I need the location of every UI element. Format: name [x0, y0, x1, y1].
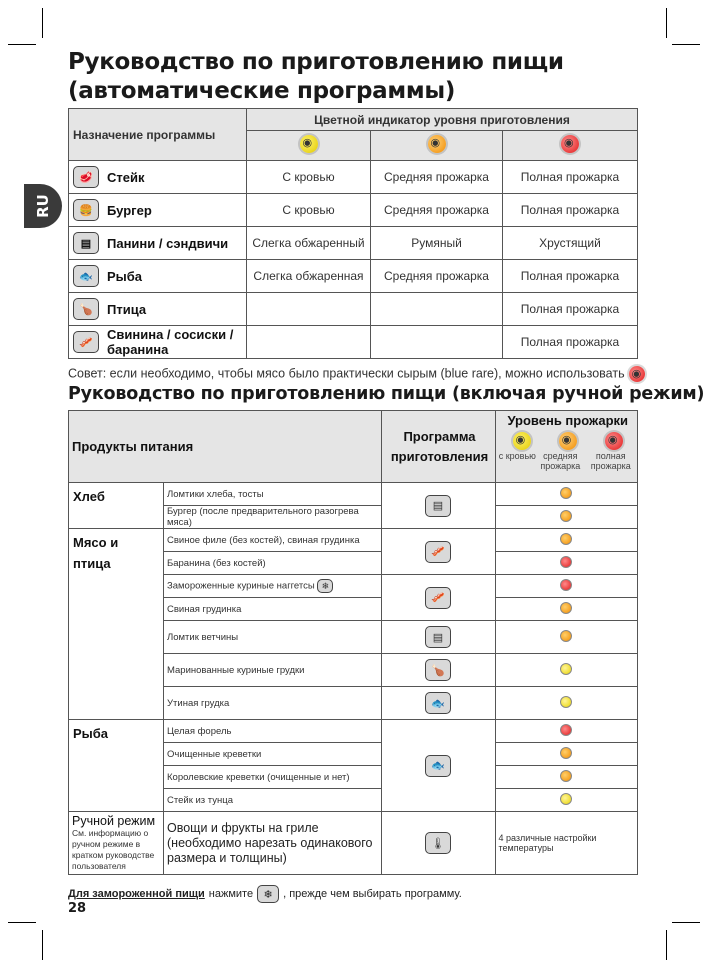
- food-item: Королевские креветки (очищенные и нет): [167, 771, 350, 783]
- medium-cell: Средняя прожарка: [371, 161, 503, 194]
- manual-guide-table: [68, 410, 638, 875]
- full-cell: Полная прожарка: [503, 194, 638, 227]
- pork-icon: 🥓: [425, 541, 451, 563]
- doneness-dot: [560, 793, 572, 805]
- medium-cell: Румяный: [371, 227, 503, 260]
- food-row: [69, 483, 638, 506]
- medium-cell: [371, 326, 503, 359]
- doneness-dot: [560, 556, 572, 568]
- thermometer-icon: 🌡: [425, 832, 451, 854]
- red-lamp-icon: [605, 432, 623, 450]
- full-cell: Хрустящий: [503, 227, 638, 260]
- food-item: Баранина (без костей): [167, 557, 266, 569]
- fish-icon: 🐟: [425, 755, 451, 777]
- rare-cell: Слегка обжаренная: [247, 260, 371, 293]
- level-col-header: Уровень прожарки ◉ ◉ ◉ с кровью средняя прожарка полная прожарка: [495, 411, 638, 483]
- rare-cell: [247, 326, 371, 359]
- footer-note: Для замороженной пищи нажмите ❄ , прежде чем выбирать программу.: [68, 885, 462, 903]
- program-row: [69, 326, 638, 359]
- food-item: Бургер (после предварительного разогрева мяса): [167, 506, 359, 528]
- food-item: Свиное филе (без костей), свиная грудинка: [167, 534, 360, 546]
- panini-icon: ▤: [425, 626, 451, 648]
- language-tab: RU: [24, 184, 62, 228]
- medium-cell: Средняя прожарка: [371, 260, 503, 293]
- manual-row: Ручной режим См. информацию о ручном режиме в кратком руководстве пользователя Овощи и фрукты на гриле (необходимо нарезать одинакового размера и толщины) 🌡 4 различные настройки температуры: [69, 812, 638, 875]
- food-item: Очищенные креветки: [167, 748, 262, 760]
- program-row: [69, 227, 638, 260]
- program-row: [69, 194, 638, 227]
- snowflake-icon: ❄: [317, 579, 333, 593]
- page-number: 28: [68, 901, 87, 916]
- program-name: Птица: [107, 301, 147, 317]
- red-lamp-icon: [561, 135, 579, 153]
- orange-lamp-icon: [428, 135, 446, 153]
- steak-icon: 🥩: [73, 166, 99, 188]
- program-row: [69, 293, 638, 326]
- doneness-dot: [560, 770, 572, 782]
- food-item: Замороженные куриные наггетсы: [167, 580, 315, 592]
- yellow-lamp-icon: [513, 432, 531, 450]
- pork-icon: 🥓: [73, 331, 99, 353]
- program-name: Свинина / сосиски / баранина: [107, 327, 234, 357]
- tip-note: Совет: если необходимо, чтобы мясо было практически сырым (blue rare), можно использовать◉: [68, 366, 645, 382]
- doneness-dot: [560, 579, 572, 591]
- doneness-dot: [560, 533, 572, 545]
- rare-cell: [247, 293, 371, 326]
- orange-lamp-icon: [559, 432, 577, 450]
- rare-cell: С кровью: [247, 194, 371, 227]
- indicator-header: Цветной индикатор уровня приготовления: [247, 109, 638, 131]
- food-item: Ломтики хлеба, тосты: [167, 488, 264, 500]
- doneness-dot: [560, 663, 572, 675]
- panini-icon: ▤: [425, 495, 451, 517]
- burger-icon: 🍔: [73, 199, 99, 221]
- doneness-dot: [560, 630, 572, 642]
- food-category: Хлеб: [69, 483, 164, 529]
- panini-icon: ▤: [73, 232, 99, 254]
- pork-icon: 🥓: [425, 587, 451, 609]
- food-category: Рыба: [69, 720, 164, 812]
- products-header: Продукты питания: [69, 411, 382, 483]
- manual-item: Овощи и фрукты на гриле (необходимо нарезать одинакового размера и толщины): [164, 812, 382, 875]
- program-col-header: Программа приготовления: [381, 411, 495, 483]
- program-name: Панини / сэндвичи: [107, 235, 229, 251]
- doneness-dot: [560, 696, 572, 708]
- medium-cell: Средняя прожарка: [371, 194, 503, 227]
- food-item: Маринованные куриные грудки: [167, 664, 305, 676]
- food-item: Ломтик ветчины: [167, 631, 239, 643]
- fish-icon: 🐟: [73, 265, 99, 287]
- fish-icon: 🐟: [425, 692, 451, 714]
- blue-rare-lamp-icon: [629, 366, 645, 382]
- snowflake-button-icon: ❄: [257, 885, 279, 903]
- doneness-dot: [560, 487, 572, 499]
- poultry-icon: 🍗: [425, 659, 451, 681]
- food-row: [69, 529, 638, 552]
- food-item: Утиная грудка: [167, 697, 230, 709]
- program-name: Стейк: [107, 169, 145, 185]
- full-cell: Полная прожарка: [503, 293, 638, 326]
- yellow-lamp-icon: [300, 135, 318, 153]
- program-header: Назначение программы: [69, 109, 247, 161]
- full-cell: Полная прожарка: [503, 161, 638, 194]
- full-cell: Полная прожарка: [503, 326, 638, 359]
- manual-setting: 4 различные настройки температуры: [495, 812, 638, 875]
- program-name: Бургер: [107, 202, 152, 218]
- program-row: [69, 161, 638, 194]
- rare-cell: Слегка обжаренный: [247, 227, 371, 260]
- section-title: Руководство по приготовлению пищи (включая ручной режим): [68, 384, 705, 404]
- auto-programs-table: [68, 108, 638, 359]
- program-name: Рыба: [107, 268, 143, 284]
- doneness-dot: [560, 724, 572, 736]
- food-item: Целая форель: [167, 725, 232, 737]
- food-item: Свиная грудинка: [167, 603, 242, 615]
- food-item: Стейк из тунца: [167, 794, 233, 806]
- doneness-dot: [560, 747, 572, 759]
- poultry-icon: 🍗: [73, 298, 99, 320]
- full-cell: Полная прожарка: [503, 260, 638, 293]
- doneness-dot: [560, 510, 572, 522]
- page-title: Руководство по приготовлению пищи (автоматические программы): [68, 49, 564, 104]
- program-row: [69, 260, 638, 293]
- rare-cell: С кровью: [247, 161, 371, 194]
- medium-cell: [371, 293, 503, 326]
- food-row: [69, 720, 638, 743]
- doneness-dot: [560, 602, 572, 614]
- food-category: Мясо и птица: [69, 529, 164, 720]
